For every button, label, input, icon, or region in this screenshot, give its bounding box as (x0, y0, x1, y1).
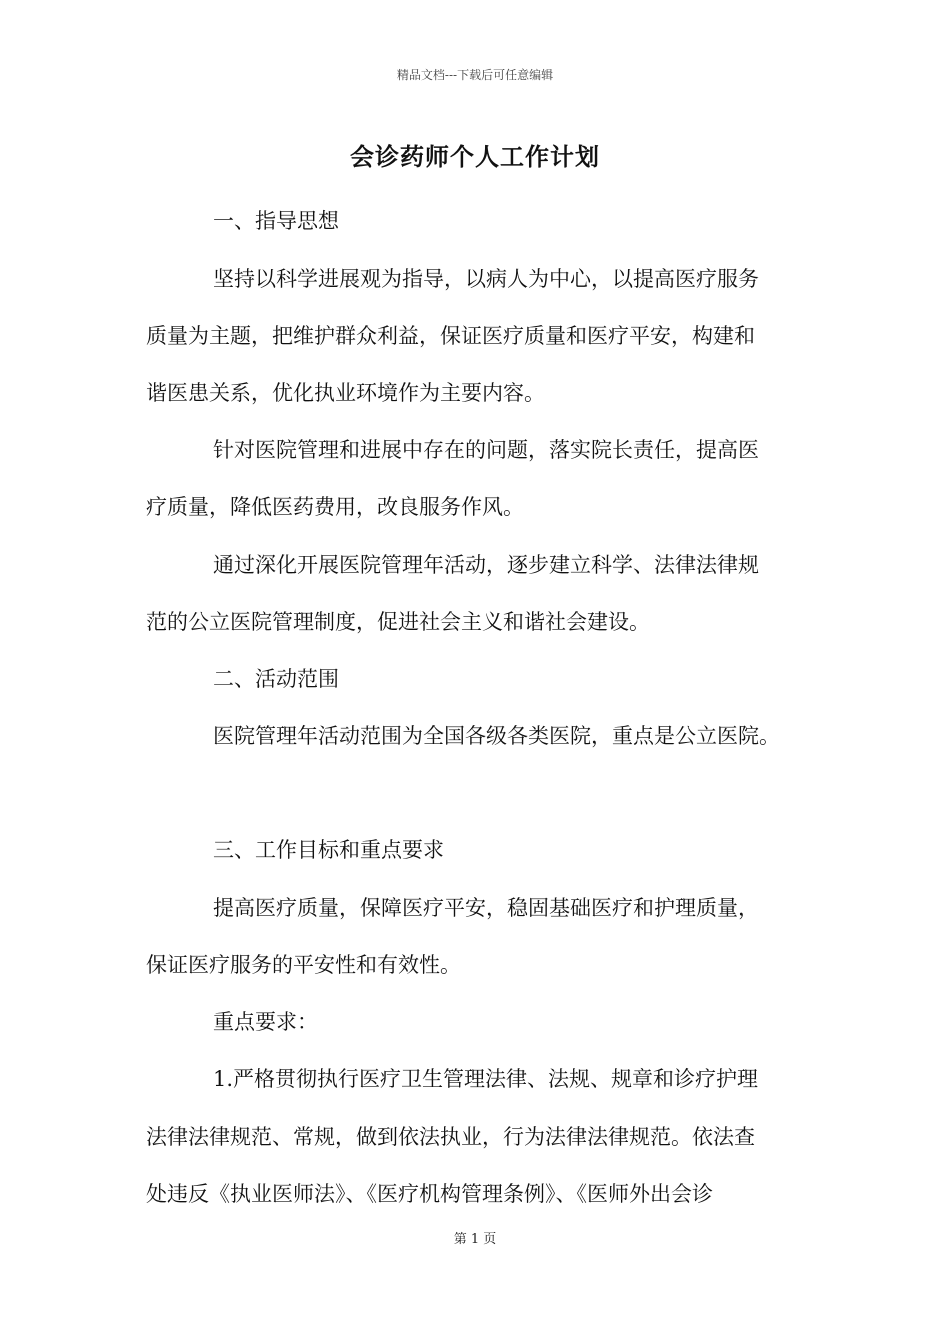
list-item-line: 处违反《执业医师法》、《医疗机构管理条例》、《医师外出会诊 (146, 1182, 713, 1206)
section-heading-goals: 三、工作目标和重点要求 (213, 838, 444, 862)
paragraph-line: 提高医疗质量，保障医疗平安，稳固基础医疗和护理质量， (213, 896, 759, 920)
paragraph-line: 疗质量，降低医药费用，改良服务作风。 (146, 495, 524, 519)
section-heading-guiding-thought: 一、指导思想 (213, 209, 339, 233)
paragraph-line: 质量为主题，把维护群众利益，保证医疗质量和医疗平安，构建和 (146, 324, 755, 348)
paragraph-line: 保证医疗服务的平安性和有效性。 (146, 953, 461, 977)
paragraph-line: 范的公立医院管理制度，促进社会主义和谐社会建设。 (146, 610, 650, 634)
paragraph-line: 针对医院管理和进展中存在的问题，落实院长责任，提高医 (213, 438, 759, 462)
section-heading-scope: 二、活动范围 (213, 667, 339, 691)
paragraph-line: 坚持以科学进展观为指导，以病人为中心，以提高医疗服务 (213, 267, 759, 291)
document-title: 会诊药师个人工作计划 (350, 142, 600, 171)
paragraph-line: 谐医患关系，优化执业环境作为主要内容。 (146, 381, 545, 405)
paragraph-line: 通过深化开展医院管理年活动，逐步建立科学、法律法律规 (213, 553, 759, 577)
list-item-line: 法律法律规范、常规，做到依法执业，行为法律法律规范。依法查 (146, 1125, 755, 1149)
paragraph-line: 医院管理年活动范围为全国各级各类医院，重点是公立医院。 (213, 724, 780, 748)
page-header-note: 精品文档---下载后可任意编辑 (396, 68, 554, 82)
list-item-line: 1.严格贯彻执行医疗卫生管理法律、法规、规章和诊疗护理 (213, 1067, 759, 1091)
page-number: 第 1 页 (453, 1232, 497, 1247)
subheading-key-requirements: 重点要求： (213, 1010, 318, 1034)
